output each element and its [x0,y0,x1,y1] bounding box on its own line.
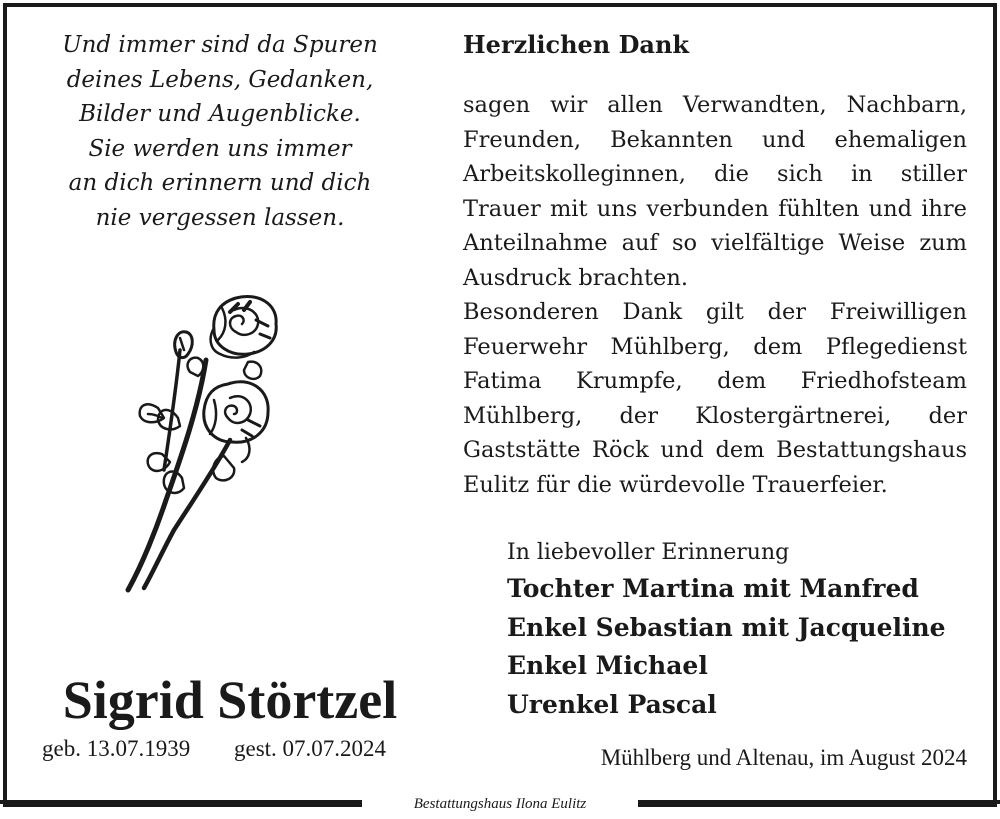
closing-block [507,536,977,724]
family-member: Enkel Sebastian mit Jacqueline [507,612,946,642]
birth-date: geb. 13.07.1939 [42,736,191,761]
family-member: Urenkel Pascal [507,689,717,719]
thanks-body [463,88,967,502]
poem-line: nie vergessen lassen. [95,204,345,231]
poem-line: Sie werden uns immer [88,135,352,162]
rose-illustration-icon [118,290,288,600]
thanks-paragraph: Besonderen Dank gilt der Freiwilligen Feuerwehr Mühlberg, dem Pflegedienst Fatima Krumpfe, dem Friedhofsteam Mühlberg, der Klostergärtnerei, der Gaststätte Röck und dem Bestattungshaus Eulitz für die würdevolle Trauerfeier. [463,299,967,498]
poem-line: deines Lebens, Gedanken, [66,66,374,93]
poem-line: Und immer sind da Spuren [62,32,378,58]
thanks-title: Herzlichen Dank [463,30,690,59]
poem-line: an dich erinnern und dich [68,170,372,196]
family-member: Tochter Martina mit Manfred [507,574,919,603]
family-member: Enkel Michael [507,651,708,680]
funeral-home-credit: Bestattungshaus Ilona Eulitz [362,793,638,815]
thanks-paragraph: sagen wir allen Verwandten, Nachbarn, Freunden, Bekannten und ehemaligen Arbeitskolleginnen, die sich in stiller Trauer mit uns verbunden fühlten und ihre Anteilnahme auf so vielfältige Weise zum Ausdruck brachten. [463,92,967,291]
place-and-date: Mühlberg und Altenau, im August 2024 [600,745,967,770]
memorial-poem [30,28,410,235]
life-dates [42,736,422,762]
deceased-name: Sigrid Störtzel [62,670,398,730]
death-date: gest. 07.07.2024 [234,736,387,761]
closing-intro: In liebevoller Erinnerung [507,540,790,565]
poem-line: Bilder und Augenblicke. [79,101,361,127]
